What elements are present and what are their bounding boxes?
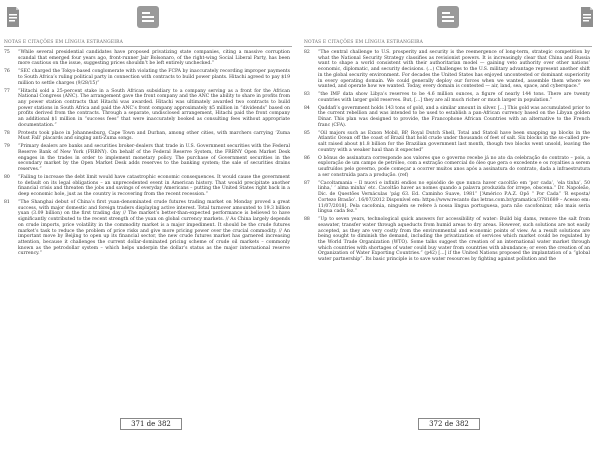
note-text: “Failing to increase the debt limit would have catastrophic economic consequences. It would cause the government to default on its legal obligations – an unprecedented event in American history. That would precipitate another financial crisis and threaten the jobs and savings of everyday Americans – putting the United States right back in a deep economic hole, just as the country is recovering from the recent recession.” <box>18 175 290 198</box>
note-text: “Oil majors such as Exxon Mobil, BP, Royal Dutch Shell, Total and Statoil have been snapping up blocks in the Atlantic Ocean off the coast of Brazil that hold crude under thousands of feet of salt. Six blocks in the so-called pre-salt raised about $1.8 billion for the Brazilian government last month, though two blocks went unsold, leaving the country with a weaker haul than it expected” <box>318 130 590 153</box>
note-text: Qaddafi’s government holds 143 tons of gold, and a similar amount in silver. [...] This gold was accumulated prior to the current rebellion and was intended to be used to establish a pan-African currency based on the Libyan golden Dinar. This plan was designed to provide, the Francophone African Countries with an alternative to the French franc (CFA). <box>318 105 590 128</box>
note-text: Protests took place in Johannesburg, Cape Town and Durban, among other cities, with marchers carrying ‘Zuma Must Fall’ placards and singing anti-Zuma songs. <box>18 130 290 142</box>
note-text: “While several presidential candidates have proposed privatizing state companies, citing a massive corruption scandal that emerged four years ago, front-runner Jair Bolsonaro, of the right-wing Social Liberal Party, has been more cautious on the issue, suggesting prices shouldn’t be left entirely unchecked.” <box>18 50 290 67</box>
note-number: 83 <box>304 92 310 98</box>
list-item <box>304 156 590 179</box>
note-number: 87 <box>304 180 310 186</box>
list-item <box>4 89 290 129</box>
note-text: “Primary dealers are banks and securities broker-dealers that trade in U.S. Government securities with the Federal Reserve Bank of New York (FRBNY). On behalf of the Federal Reserve System, the FRBNY Open Market Desk engages in the trades in order to implement monetary policy. The purchase of Government securities in the secondary market by the Open Market Desk adds reserves to the banking system; the sale of securities drains reserves.” <box>18 144 290 173</box>
note-text: “Hitachi sold a 25-percent stake in a South African subsidiary to a company serving as a front for the African National Congress (ANC). The arrangement gave the front company and the ANC the ability to share in profits from any power station contracts that Hitachi was awarded. Hitachi was ultimately awarded two contracts to build power stations in South Africa and paid the ANC’s front company approximately $5 million in “dividends” based on profits derived from the contracts. Through a separate, undisclosed arrangement, Hitachi paid the front company an additional $1 million in “success fees” that were inaccurately booked as consulting fees without appropriate documentation.” <box>18 88 290 128</box>
list-item <box>4 200 290 257</box>
page-corner-icon[interactable] <box>580 6 594 28</box>
list-item <box>304 217 590 263</box>
note-number: 79 <box>4 144 10 150</box>
list-item <box>4 144 290 173</box>
list-item <box>304 131 590 154</box>
list-item <box>304 106 590 129</box>
list-item <box>4 175 290 198</box>
list-item <box>4 50 290 67</box>
note-number: 86 <box>304 155 310 161</box>
running-head: NOTAS E CITAÇÕES EM LÍNGUA ESTRANGEIRA <box>4 40 292 47</box>
note-text: “the IMF data show Libya’s reserves to be 4.6 million ounces, a figure of nearly 144 tons. There are twenty countries with larger gold reserves. But, [...] they are all much richer or much larger in population.” <box>318 92 590 103</box>
list-item <box>4 69 290 86</box>
running-head: NOTAS E CITAÇÕES EM LÍNGUA ESTRANGEIRA <box>304 40 592 47</box>
note-number: 81 <box>4 200 10 205</box>
notes-list <box>304 50 590 265</box>
list-item <box>4 131 290 142</box>
note-number: 82 <box>304 50 310 55</box>
notes-list <box>4 50 290 259</box>
list-item <box>304 92 590 103</box>
note-number: 80 <box>4 175 10 180</box>
list-item <box>304 181 590 215</box>
note-number: 75 <box>4 50 10 55</box>
note-text: O bônus de assinatura corresponde aos valores que o governo recebe já no ato da celebração do contrato – pois, a exploração de um campo de petróleo, com a extração comercial do óleo que gera o excedente e os royalties a serem usufruídos pelo governo, pode começar a ocorrer muitos anos após a assinatura do contrato, dada a infraestrutura a ser construída para a produção. (ref) <box>318 155 590 178</box>
note-text: “The central challenge to U.S. prosperity and security is the reemergence of long-term, strategic competition by what the National Security Strategy classifies as revisionist powers. It is increasingly clear that China and Russia want to shape a world consistent with their authoritarian model — gaining veto authority over other nations’ economic, diplomatic, and security decisions. (...) Challenges to the U.S. military advantage represent another shift in the global security environment. For decades the United States has enjoyed uncontested or dominant superiority in every operating domain. We could generally deploy our forces when we wanted, assemble them where we wanted, and operate how we wanted. Today, every domain is contested — air, land, sea, space, and cyberspace.” <box>318 50 590 90</box>
note-number: 84 <box>304 105 310 111</box>
note-number: 88 <box>304 217 310 223</box>
note-text: “The Shanghai debut of China’s first yuan-denominated crude futures trading market on Monday proved a great success, with major domestic and foreign traders displaying active interest. Total turnover amounted to 19.3 billion yuan (3.09 billion) on the first trading day // The market’s better-than-expected performance is believed to have significantly contributed to the recent strength of the yuan on global currency markets. // As China largely depends on crude imports, price volatility in the commodity market is a major impediment. It should be the crude futures market’s task to reduce the problem of price risks and give more pricing power over the crucial commodity. // An important move by Beijing to open up its financial sector, the new crude futures market has garnered increasing attention, because it challenges the current dollar-dominated pricing scheme of crude oil markets – commonly known as the petrodollar system – which helps underpin the dollar’s status as the major international reserve currency.” <box>18 200 290 257</box>
menu-icon[interactable] <box>437 6 459 28</box>
page-corner-icon[interactable] <box>6 6 20 28</box>
note-number: 78 <box>4 130 10 136</box>
note-number: 85 <box>304 130 310 136</box>
note-number: 77 <box>4 88 10 94</box>
menu-icon[interactable] <box>137 6 159 28</box>
note-text: “Up to seven years, technological quick answers for accessibility of water: Build big dams, remove the salt from seawater, transfer water through aqueducts from humid areas to dry areas. However, such solutions are not easily accepted, as they are very costly from the environmental and economic points of view. As a result solutions are being sought to diminish the demand, including the privatization of services which market could be regulated by the World Trade Organization (WTO). Some talks suggest the creation of an international water market through which countries with shortages of water could buy water from countries with abundance; or even the creation of an Organization of Water Exporting Countries.” (p42) [...] if the United Nations proposed the implantation of a “global water partnership”. Its basic principle is to save water resources by fighting against pollution and the <box>318 217 590 263</box>
note-text: “Cacoltamania – Il nuovi e infiniti endios no episódio de que nunca haver cacoltão em ‘por cada’, ‘ela tinha’, 50 linha,’ ‘ alma minha’ etc. Cacoltão haver as nomes quando a palavra produzida for irrepe, obscena.” Dr. Napoleão, Dic. de Questões Vernáculas ’pág 63. Ed. Caminho Suave, 1981” [‘Américo P.A.Z. Opô “ Por Cada” ‘R esposta/ Cortezo Brasão’. 16/07/2012 Disponível em: https://www.recanto das letras.com.br/gramatica/3781689 – Acesso em: 11/07/2018]. Pela cacofonia, ninguém se refere à nossa língua portuguesa, para não cacofonizar, não mais seria língua cada fez.” <box>318 180 590 215</box>
note-number: 76 <box>4 69 10 75</box>
page-number-box: 372 de 382 <box>418 418 480 430</box>
page-number-box: 371 de 382 <box>120 418 182 430</box>
list-item <box>304 50 590 90</box>
note-text: “SEC charged the Tokyo-based conglomerate with violating the FCPA by inaccurately recording improper payments to South Africa’s ruling political party in connection with contracts to build power plants. Hitachi agreed to pay $19 million to settle charges (9/28/15)” <box>18 69 290 86</box>
right-page <box>300 0 600 450</box>
